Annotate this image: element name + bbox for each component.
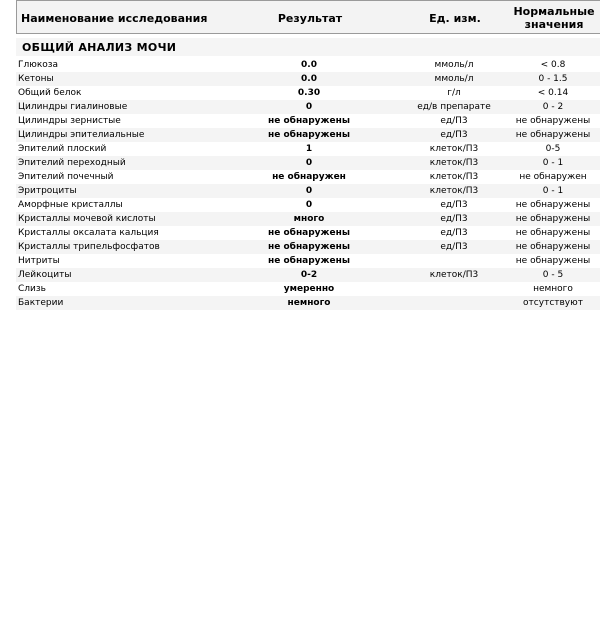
row-name: Глюкоза — [18, 60, 59, 70]
row-name: Эритроциты — [18, 186, 77, 196]
section-title: ОБЩИЙ АНАЛИЗ МОЧИ — [22, 41, 177, 54]
row-name: Лейкоциты — [18, 270, 72, 280]
row-result: 1 — [305, 144, 313, 154]
table-row — [16, 212, 600, 226]
row-name: Эпителий плоский — [18, 144, 107, 154]
row-name: Общий белок — [18, 88, 82, 98]
row-unit: клеток/П3 — [429, 144, 479, 154]
table-row — [16, 72, 600, 86]
row-result: не обнаружены — [268, 116, 350, 126]
row-unit: клеток/П3 — [429, 172, 479, 182]
row-result: не обнаружены — [268, 228, 350, 238]
row-result: 0.0 — [301, 60, 317, 70]
row-norm: < 0.14 — [537, 88, 569, 98]
row-unit: ед/П3 — [440, 242, 468, 252]
row-name: Кристаллы мочевой кислоты — [18, 214, 156, 224]
table-row — [16, 170, 600, 184]
row-result: 0 — [305, 158, 313, 168]
row-result: не обнаружены — [268, 242, 350, 252]
table-row — [16, 198, 600, 212]
row-norm: не обнаружены — [515, 242, 591, 252]
row-unit: ед/П3 — [440, 200, 468, 210]
row-norm: 0 - 1.5 — [538, 74, 568, 84]
row-norm: < 0.8 — [540, 60, 566, 70]
row-name: Цилиндры зернистые — [18, 116, 121, 126]
row-unit: ед/П3 — [440, 116, 468, 126]
row-norm: не обнаружены — [515, 200, 591, 210]
table-row — [16, 100, 600, 114]
table-row — [16, 128, 600, 142]
row-result: 0 — [305, 200, 313, 210]
row-norm: отсутствуют — [523, 298, 583, 308]
row-norm: 0 - 1 — [542, 186, 564, 196]
row-unit: ед/П3 — [440, 228, 468, 238]
row-name: Бактерии — [18, 298, 64, 308]
row-name: Нитриты — [18, 256, 60, 266]
row-name: Эпителий переходный — [18, 158, 126, 168]
header-norm — [507, 5, 600, 31]
row-result: умеренно — [283, 284, 335, 294]
row-norm: не обнаружены — [515, 256, 591, 266]
row-name: Слизь — [18, 284, 46, 294]
table-row — [16, 184, 600, 198]
row-result: немного — [287, 298, 331, 308]
row-unit: ед/П3 — [440, 214, 468, 224]
table-row — [16, 114, 600, 128]
row-unit: ед/П3 — [440, 130, 468, 140]
row-result: не обнаружены — [268, 130, 350, 140]
row-unit: клеток/П3 — [429, 270, 479, 280]
row-norm: немного — [533, 284, 573, 294]
row-name: Кристаллы оксалата кальция — [18, 228, 159, 238]
header-norm-line2: значения — [524, 18, 584, 31]
table-row — [16, 58, 600, 72]
row-unit: ммоль/л — [434, 60, 474, 70]
row-result: 0-2 — [300, 270, 318, 280]
row-result: 0.0 — [301, 74, 317, 84]
table-row — [16, 226, 600, 240]
row-norm: не обнаружены — [515, 214, 591, 224]
table-row — [16, 268, 600, 282]
row-result: не обнаружен — [272, 172, 346, 182]
row-result: 0 — [305, 186, 313, 196]
row-norm: не обнаружен — [519, 172, 587, 182]
row-unit: клеток/П3 — [429, 158, 479, 168]
header-name: Наименование исследования — [21, 12, 208, 25]
table-row — [16, 240, 600, 254]
row-name: Эпителий почечный — [18, 172, 114, 182]
row-unit: ммоль/л — [434, 74, 474, 84]
header-result: Результат — [277, 12, 343, 25]
row-unit: клеток/П3 — [429, 186, 479, 196]
row-name: Цилиндры гиалиновые — [18, 102, 128, 112]
lab-report — [16, 0, 600, 308]
table-row — [16, 156, 600, 170]
header-norm-line1: Нормальные — [513, 5, 595, 18]
table-row — [16, 296, 600, 310]
row-name: Кристаллы трипельфосфатов — [18, 242, 160, 252]
row-name: Кетоны — [18, 74, 54, 84]
table-header — [16, 0, 600, 34]
table-row — [16, 142, 600, 156]
row-result: 0 — [305, 102, 313, 112]
row-result: 0.30 — [297, 88, 321, 98]
row-result: много — [293, 214, 325, 224]
row-norm: 0 - 5 — [542, 270, 564, 280]
row-norm: 0 - 2 — [542, 102, 564, 112]
section-heading — [16, 38, 600, 56]
row-name: Аморфные кристаллы — [18, 200, 123, 210]
row-unit: ед/в препарате — [417, 102, 491, 112]
row-norm: 0-5 — [545, 144, 561, 154]
table-row — [16, 86, 600, 100]
row-norm: не обнаружены — [515, 130, 591, 140]
row-norm: не обнаружены — [515, 228, 591, 238]
table-row — [16, 282, 600, 296]
header-unit: Ед. изм. — [429, 12, 481, 25]
results-table — [16, 58, 600, 310]
row-norm: 0 - 1 — [542, 158, 564, 168]
row-norm: не обнаружены — [515, 116, 591, 126]
table-row — [16, 254, 600, 268]
row-unit: г/л — [447, 88, 461, 98]
row-result: не обнаружены — [268, 256, 350, 266]
row-name: Цилиндры эпителиальные — [18, 130, 145, 140]
